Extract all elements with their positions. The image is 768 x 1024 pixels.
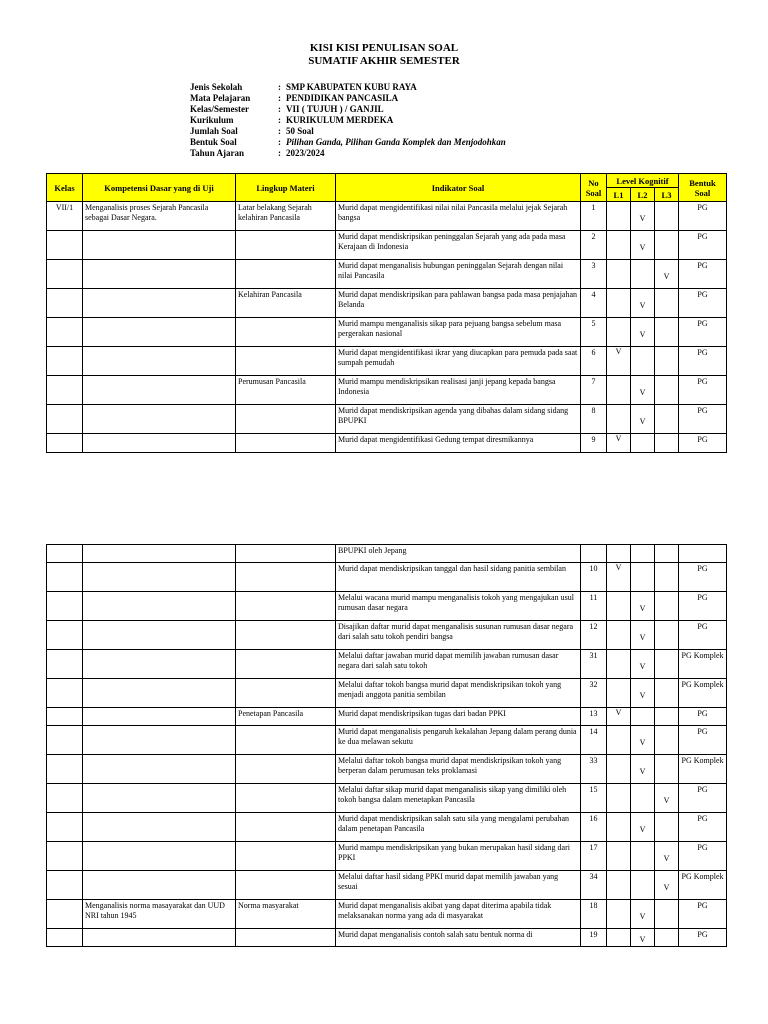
cell-level-l2: V — [631, 289, 655, 318]
header-l3: L3 — [655, 188, 679, 202]
cell-no-soal: 11 — [581, 592, 607, 621]
cell-level-l3 — [655, 755, 679, 784]
cell-kompetensi-dasar: Menganalisis proses Sejarah Pancasila sebagai Dasar Negara. — [83, 202, 236, 231]
cell-level-l3: V — [655, 784, 679, 813]
meta-value: 50 Soal — [286, 126, 314, 136]
cell-level-l3 — [655, 900, 679, 929]
cell-bentuk-soal: PG — [679, 900, 727, 929]
cell-lingkup-materi — [236, 929, 336, 947]
cell-kelas — [47, 260, 83, 289]
cell-no-soal: 3 — [581, 260, 607, 289]
cell-no-soal: 12 — [581, 621, 607, 650]
table-row — [47, 813, 727, 842]
cell-indikator-soal: Murid dapat mendiskripsikan tanggal dan hasil sidang panitia sembilan — [336, 563, 581, 592]
cell-level-l3: V — [655, 260, 679, 289]
cell-no-soal: 9 — [581, 434, 607, 453]
cell-kompetensi-dasar — [83, 708, 236, 726]
meta-label: Bentuk Soal — [190, 137, 237, 147]
cell-level-l1: V — [607, 563, 631, 592]
cell-lingkup-materi — [236, 347, 336, 376]
cell-kelas — [47, 434, 83, 453]
cell-lingkup-materi — [236, 434, 336, 453]
cell-no-soal: 10 — [581, 563, 607, 592]
table-row — [47, 405, 727, 434]
cell-kompetensi-dasar — [83, 405, 236, 434]
cell-level-l1 — [607, 679, 631, 708]
cell-lingkup-materi — [236, 813, 336, 842]
cell-lingkup-materi: Penetapan Pancasila — [236, 708, 336, 726]
meta-row — [190, 137, 506, 148]
cell-kompetensi-dasar — [83, 545, 236, 563]
meta-row — [190, 126, 506, 137]
meta-colon: : — [278, 148, 281, 158]
cell-kelas — [47, 592, 83, 621]
cell-indikator-soal: Murid dapat mengidentifikasi Gedung tempat diresmikannya — [336, 434, 581, 453]
cell-bentuk-soal — [679, 545, 727, 563]
cell-no-soal: 13 — [581, 708, 607, 726]
cell-level-l1 — [607, 784, 631, 813]
table-row — [47, 929, 727, 947]
cell-bentuk-soal: PG Komplek — [679, 679, 727, 708]
cell-kompetensi-dasar — [83, 231, 236, 260]
cell-bentuk-soal: PG — [679, 434, 727, 453]
table-row — [47, 563, 727, 592]
cell-bentuk-soal: PG — [679, 784, 727, 813]
cell-kompetensi-dasar — [83, 592, 236, 621]
cell-level-l3 — [655, 434, 679, 453]
cell-bentuk-soal: PG — [679, 592, 727, 621]
cell-level-l3 — [655, 708, 679, 726]
cell-indikator-soal: Murid dapat mendiskripsikan agenda yang dibahas dalam sidang sidang BPUPKI — [336, 405, 581, 434]
header-level-kognitif: Level Kognitif — [607, 174, 679, 188]
cell-level-l1 — [607, 405, 631, 434]
header-kompetensi-dasar: Kompetensi Dasar yang di Uji — [83, 174, 236, 202]
cell-level-l1 — [607, 650, 631, 679]
meta-colon: : — [278, 93, 281, 103]
cell-level-l2: V — [631, 650, 655, 679]
cell-bentuk-soal: PG — [679, 842, 727, 871]
cell-kelas — [47, 755, 83, 784]
table-row — [47, 784, 727, 813]
cell-no-soal: 7 — [581, 376, 607, 405]
cell-kompetensi-dasar: Menganalisis norma masayarakat dan UUD NRI tahun 1945 — [83, 900, 236, 929]
cell-kompetensi-dasar — [83, 679, 236, 708]
cell-level-l1: V — [607, 347, 631, 376]
cell-level-l2: V — [631, 405, 655, 434]
cell-level-l2 — [631, 434, 655, 453]
cell-kelas — [47, 405, 83, 434]
cell-level-l3 — [655, 621, 679, 650]
table-row — [47, 592, 727, 621]
cell-level-l2: V — [631, 755, 655, 784]
table-row — [47, 260, 727, 289]
cell-level-l2: V — [631, 592, 655, 621]
cell-bentuk-soal: PG — [679, 929, 727, 947]
cell-kelas — [47, 813, 83, 842]
cell-no-soal: 34 — [581, 871, 607, 900]
cell-indikator-soal: Murid dapat mengidentifikasi ikrar yang diucapkan para pemuda pada saat sumpah pemudah — [336, 347, 581, 376]
cell-kelas — [47, 900, 83, 929]
cell-lingkup-materi — [236, 318, 336, 347]
cell-level-l1: V — [607, 434, 631, 453]
cell-lingkup-materi — [236, 563, 336, 592]
cell-level-l2 — [631, 871, 655, 900]
cell-lingkup-materi: Kelahiran Pancasila — [236, 289, 336, 318]
cell-indikator-soal: Murid dapat mendiskripsikan peninggalan Sejarah yang ada pada masa Kerajaan di Indonesia — [336, 231, 581, 260]
cell-kelas — [47, 545, 83, 563]
cell-bentuk-soal: PG — [679, 231, 727, 260]
table-row — [47, 231, 727, 260]
cell-kompetensi-dasar — [83, 318, 236, 347]
cell-level-l1 — [607, 289, 631, 318]
cell-level-l1: V — [607, 708, 631, 726]
cell-level-l3 — [655, 726, 679, 755]
cell-level-l3 — [655, 318, 679, 347]
meta-row — [190, 148, 506, 159]
cell-indikator-soal: Murid mampu menganalisis sikap para pejuang bangsa sebelum masa pergerakan nasional — [336, 318, 581, 347]
cell-kompetensi-dasar — [83, 260, 236, 289]
cell-kompetensi-dasar — [83, 726, 236, 755]
header-no-soal: No Soal — [581, 174, 607, 202]
table-row — [47, 871, 727, 900]
cell-level-l2 — [631, 842, 655, 871]
cell-bentuk-soal: PG — [679, 726, 727, 755]
cell-lingkup-materi: Perumusan Pancasila — [236, 376, 336, 405]
cell-lingkup-materi — [236, 405, 336, 434]
table-row — [47, 621, 727, 650]
cell-level-l1 — [607, 621, 631, 650]
cell-level-l2: V — [631, 900, 655, 929]
cell-kelas — [47, 726, 83, 755]
table-row — [47, 289, 727, 318]
cell-no-soal — [581, 545, 607, 563]
meta-label: Jenis Sekolah — [190, 82, 243, 92]
cell-no-soal: 2 — [581, 231, 607, 260]
cell-indikator-soal: Murid mampu mendiskripsikan realisasi janji jepang kepada bangsa Indonesia — [336, 376, 581, 405]
cell-indikator-soal: Murid dapat mendiskripsikan tugas dari badan PPKI — [336, 708, 581, 726]
cell-kompetensi-dasar — [83, 289, 236, 318]
cell-lingkup-materi — [236, 260, 336, 289]
cell-bentuk-soal: PG — [679, 260, 727, 289]
cell-level-l2 — [631, 260, 655, 289]
meta-label: Mata Pelajaran — [190, 93, 251, 103]
cell-bentuk-soal: PG — [679, 202, 727, 231]
cell-level-l2 — [631, 784, 655, 813]
cell-kelas — [47, 347, 83, 376]
cell-no-soal: 6 — [581, 347, 607, 376]
cell-level-l1 — [607, 813, 631, 842]
cell-indikator-soal: Melalui daftar sikap murid dapat menganalisis sikap yang dimiliki oleh tokoh bangsa dalam menetapkan Pancasila — [336, 784, 581, 813]
cell-lingkup-materi — [236, 545, 336, 563]
cell-kompetensi-dasar — [83, 650, 236, 679]
cell-no-soal: 14 — [581, 726, 607, 755]
cell-level-l3 — [655, 545, 679, 563]
meta-colon: : — [278, 82, 281, 92]
cell-level-l1 — [607, 900, 631, 929]
cell-kompetensi-dasar — [83, 755, 236, 784]
cell-level-l3: V — [655, 842, 679, 871]
cell-kelas — [47, 708, 83, 726]
meta-value: 2023/2024 — [286, 148, 325, 158]
cell-kelas — [47, 871, 83, 900]
cell-level-l1 — [607, 231, 631, 260]
cell-lingkup-materi — [236, 871, 336, 900]
meta-value: Pilihan Ganda, Pilihan Ganda Komplek dan Menjodohkan — [286, 137, 506, 147]
cell-kompetensi-dasar — [83, 929, 236, 947]
table-row — [47, 755, 727, 784]
cell-no-soal: 8 — [581, 405, 607, 434]
cell-kompetensi-dasar — [83, 434, 236, 453]
cell-level-l1 — [607, 871, 631, 900]
cell-kelas — [47, 318, 83, 347]
cell-level-l2 — [631, 545, 655, 563]
meta-row — [190, 93, 506, 104]
cell-indikator-soal: Melalui daftar tokoh bangsa murid dapat mendiskripsikan tokoh yang berperan dalam perumusan teks proklamasi — [336, 755, 581, 784]
table-row — [47, 650, 727, 679]
meta-row — [190, 115, 506, 126]
kisi-table-page-1 — [46, 173, 727, 453]
meta-colon: : — [278, 115, 281, 125]
cell-indikator-soal: Melalui daftar hasil sidang PPKI murid dapat memilih jawaban yang sesuai — [336, 871, 581, 900]
cell-kompetensi-dasar — [83, 563, 236, 592]
cell-indikator-soal: Murid dapat mendiskripsikan salah satu sila yang mengalami perubahan dalam penetapan Pancasila — [336, 813, 581, 842]
table-row — [47, 318, 727, 347]
cell-bentuk-soal: PG Komplek — [679, 871, 727, 900]
cell-level-l3 — [655, 405, 679, 434]
cell-indikator-soal: Murid dapat menganalisis akibat yang dapat diterima apabila tidak melaksanakan norma yang ada di masyarakat — [336, 900, 581, 929]
cell-level-l1 — [607, 260, 631, 289]
cell-level-l1 — [607, 592, 631, 621]
cell-no-soal: 17 — [581, 842, 607, 871]
cell-no-soal: 18 — [581, 900, 607, 929]
cell-no-soal: 4 — [581, 289, 607, 318]
table-row — [47, 376, 727, 405]
cell-lingkup-materi — [236, 231, 336, 260]
header-l1: L1 — [607, 188, 631, 202]
cell-level-l1 — [607, 842, 631, 871]
meta-value: VII ( TUJUH ) / GANJIL — [286, 104, 384, 114]
cell-bentuk-soal: PG — [679, 708, 727, 726]
cell-kelas — [47, 289, 83, 318]
cell-lingkup-materi — [236, 784, 336, 813]
cell-level-l2: V — [631, 726, 655, 755]
cell-no-soal: 5 — [581, 318, 607, 347]
cell-indikator-soal: Murid dapat mengidentifikasi nilai nilai Pancasila melalui jejak Sejarah bangsa — [336, 202, 581, 231]
table-row — [47, 434, 727, 453]
table-row — [47, 708, 727, 726]
cell-level-l1 — [607, 755, 631, 784]
cell-lingkup-materi — [236, 592, 336, 621]
cell-level-l1 — [607, 545, 631, 563]
cell-level-l2: V — [631, 679, 655, 708]
cell-no-soal: 19 — [581, 929, 607, 947]
meta-colon: : — [278, 137, 281, 147]
cell-level-l2 — [631, 708, 655, 726]
cell-indikator-soal: Murid dapat menganalisis hubungan peninggalan Sejarah dengan nilai nilai Pancasila — [336, 260, 581, 289]
cell-no-soal: 15 — [581, 784, 607, 813]
cell-level-l3 — [655, 813, 679, 842]
cell-level-l3 — [655, 202, 679, 231]
cell-bentuk-soal: PG — [679, 621, 727, 650]
cell-bentuk-soal: PG — [679, 813, 727, 842]
table-row — [47, 726, 727, 755]
header-kelas: Kelas — [47, 174, 83, 202]
meta-colon: : — [278, 126, 281, 136]
meta-row — [190, 104, 506, 115]
cell-indikator-soal: Disajikan daftar murid dapat menganalisis susunan rumusan dasar negara dari salah satu tokoh pendiri bangsa — [336, 621, 581, 650]
cell-no-soal: 33 — [581, 755, 607, 784]
cell-level-l3 — [655, 679, 679, 708]
cell-lingkup-materi — [236, 650, 336, 679]
cell-level-l3 — [655, 563, 679, 592]
cell-level-l2 — [631, 563, 655, 592]
cell-level-l2 — [631, 347, 655, 376]
cell-level-l2: V — [631, 376, 655, 405]
document-title-line-1: KISI KISI PENULISAN SOAL — [309, 42, 459, 54]
cell-bentuk-soal: PG — [679, 563, 727, 592]
cell-bentuk-soal: PG — [679, 318, 727, 347]
kisi-table-page-2 — [46, 544, 727, 947]
cell-indikator-soal: Murid dapat menganalisis pengaruh kekalahan Jepang dalam perang dunia ke dua melawan sekutu — [336, 726, 581, 755]
cell-kompetensi-dasar — [83, 347, 236, 376]
cell-level-l1 — [607, 726, 631, 755]
cell-level-l2: V — [631, 929, 655, 947]
cell-level-l2: V — [631, 813, 655, 842]
cell-kelas — [47, 376, 83, 405]
cell-lingkup-materi — [236, 842, 336, 871]
cell-bentuk-soal: PG — [679, 347, 727, 376]
cell-lingkup-materi — [236, 679, 336, 708]
cell-level-l2: V — [631, 621, 655, 650]
header-indikator-soal: Indikator Soal — [336, 174, 581, 202]
cell-no-soal: 32 — [581, 679, 607, 708]
meta-row — [190, 82, 506, 93]
cell-kelas — [47, 231, 83, 260]
cell-bentuk-soal: PG — [679, 376, 727, 405]
meta-label: Jumlah Soal — [190, 126, 238, 136]
table-row — [47, 347, 727, 376]
cell-no-soal: 16 — [581, 813, 607, 842]
cell-lingkup-materi — [236, 726, 336, 755]
cell-kelas — [47, 842, 83, 871]
table-row — [47, 842, 727, 871]
cell-indikator-soal: Murid mampu mendiskripsikan yang bukan merupakan hasil sidang dari PPKI — [336, 842, 581, 871]
cell-level-l3 — [655, 650, 679, 679]
cell-level-l2: V — [631, 202, 655, 231]
table-row — [47, 679, 727, 708]
meta-value: KURIKULUM MERDEKA — [286, 115, 394, 125]
cell-kompetensi-dasar — [83, 871, 236, 900]
cell-level-l3 — [655, 376, 679, 405]
document-title-line-2: SUMATIF AKHIR SEMESTER — [308, 55, 460, 67]
cell-indikator-soal: Murid dapat menganalisis contoh salah satu bentuk norma di — [336, 929, 581, 947]
document-meta — [190, 82, 506, 159]
cell-level-l3 — [655, 231, 679, 260]
cell-level-l1 — [607, 202, 631, 231]
table-row — [47, 202, 727, 231]
cell-no-soal: 1 — [581, 202, 607, 231]
header-lingkup-materi: Lingkup Materi — [236, 174, 336, 202]
cell-bentuk-soal: PG — [679, 405, 727, 434]
cell-indikator-soal: BPUPKI oleh Jepang — [336, 545, 581, 563]
cell-kompetensi-dasar — [83, 621, 236, 650]
cell-kelas — [47, 621, 83, 650]
cell-bentuk-soal: PG — [679, 289, 727, 318]
cell-level-l1 — [607, 318, 631, 347]
meta-value: PENDIDIKAN PANCASILA — [286, 93, 399, 103]
meta-value: SMP KABUPATEN KUBU RAYA — [286, 82, 417, 92]
meta-colon: : — [278, 104, 281, 114]
cell-kompetensi-dasar — [83, 376, 236, 405]
header-l2: L2 — [631, 188, 655, 202]
table-row — [47, 900, 727, 929]
cell-lingkup-materi — [236, 621, 336, 650]
cell-lingkup-materi: Norma masyarakat — [236, 900, 336, 929]
cell-level-l2: V — [631, 318, 655, 347]
cell-bentuk-soal: PG Komplek — [679, 650, 727, 679]
cell-kelas — [47, 650, 83, 679]
cell-level-l3: V — [655, 871, 679, 900]
meta-label: Kelas/Semester — [190, 104, 249, 114]
cell-kelas: VII/1 — [47, 202, 83, 231]
cell-indikator-soal: Melalui daftar tokoh bangsa murid dapat mendiskripsikan tokoh yang menjadi anggota panitia sembilan — [336, 679, 581, 708]
header-bentuk-soal: Bentuk Soal — [679, 174, 727, 202]
cell-lingkup-materi — [236, 755, 336, 784]
meta-label: Kurikulum — [190, 115, 234, 125]
cell-bentuk-soal: PG Komplek — [679, 755, 727, 784]
cell-kompetensi-dasar — [83, 813, 236, 842]
cell-level-l1 — [607, 929, 631, 947]
cell-kelas — [47, 563, 83, 592]
cell-indikator-soal: Murid dapat mendiskripsikan para pahlawan bangsa pada masa penjajahan Belanda — [336, 289, 581, 318]
cell-level-l2: V — [631, 231, 655, 260]
cell-indikator-soal: Melalui daftar jawaban murid dapat memilih jawaban rumusan dasar negara dari salah satu tokoh — [336, 650, 581, 679]
cell-lingkup-materi: Latar belakang Sejarah kelahiran Pancasila — [236, 202, 336, 231]
table-row — [47, 545, 727, 563]
cell-level-l3 — [655, 289, 679, 318]
cell-kelas — [47, 679, 83, 708]
cell-kelas — [47, 929, 83, 947]
cell-no-soal: 31 — [581, 650, 607, 679]
cell-level-l1 — [607, 376, 631, 405]
cell-kelas — [47, 784, 83, 813]
cell-level-l3 — [655, 347, 679, 376]
cell-kompetensi-dasar — [83, 784, 236, 813]
cell-kompetensi-dasar — [83, 842, 236, 871]
cell-level-l3 — [655, 592, 679, 621]
cell-level-l3 — [655, 929, 679, 947]
cell-indikator-soal: Melalui wacana murid mampu menganalisis tokoh yang mengajukan usul rumusan dasar negara — [336, 592, 581, 621]
meta-label: Tahun Ajaran — [190, 148, 244, 158]
